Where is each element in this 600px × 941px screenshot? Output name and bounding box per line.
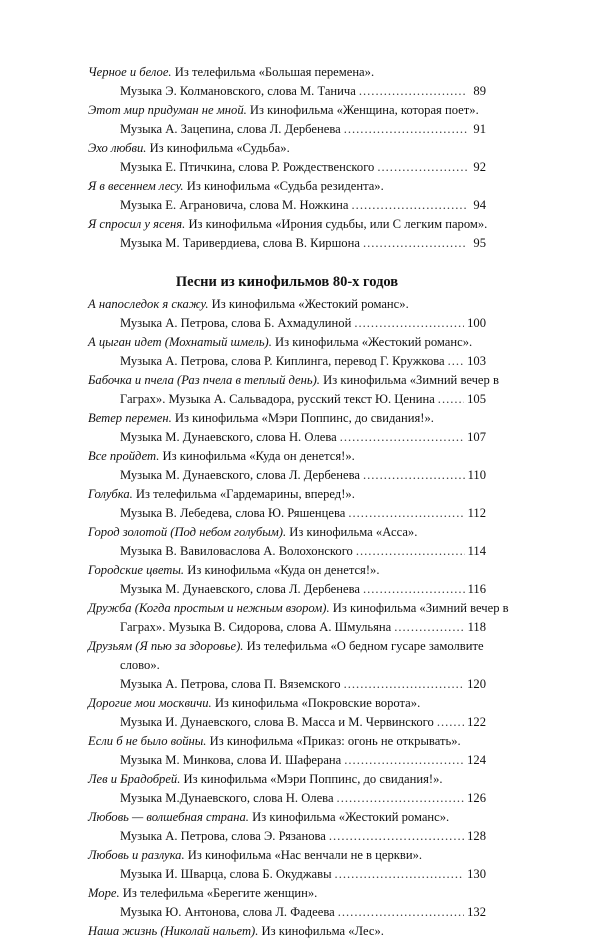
page-number: 92 <box>473 160 486 174</box>
song-title: Я спросил у ясеня. <box>88 217 186 231</box>
toc-entry-title-line <box>88 215 486 234</box>
toc-entry-credit-line <box>88 390 486 409</box>
page-number: 105 <box>467 392 486 406</box>
song-title: Если б не было войны. <box>88 734 207 748</box>
song-title: Бабочка и пчела (Раз пчела в теплый день). <box>88 373 320 387</box>
song-title: Дорогие мои москвичи. <box>88 696 212 710</box>
song-source: Из кинофильма «Лес». <box>258 924 384 938</box>
toc-entry-credit-line <box>88 903 486 922</box>
song-source: Из кинофильма «Асса». <box>286 525 418 539</box>
song-title: Все пройдет. <box>88 449 160 463</box>
toc-entry-title-line <box>88 371 499 390</box>
song-source: Из кинофильма «Ирония судьбы, или С легким паром». <box>185 217 488 231</box>
dot-leader <box>363 466 465 485</box>
song-title: Этот мир придуман не мной. <box>88 103 247 117</box>
dot-leader <box>377 158 467 177</box>
toc-entry-credit-line <box>88 234 486 253</box>
dot-leader <box>344 675 465 694</box>
dot-leader <box>344 751 464 770</box>
toc-entry-title-line <box>88 523 486 542</box>
song-title: Черное и белое. <box>88 65 172 79</box>
toc-entry-credit-line <box>88 314 486 333</box>
song-credits: Музыка М.Дунаевского, слова Н. Олева <box>120 791 334 805</box>
song-source: Из кинофильма «Мэри Поппинс, до свидания!». <box>171 411 434 425</box>
song-source: Из кинофильма «Куда он денется!». <box>159 449 355 463</box>
toc-entry-credit-line <box>88 713 486 732</box>
page-number: 130 <box>467 867 486 881</box>
song-credits: Музыка М. Дунаевского, слова Л. Дербенева <box>120 582 360 596</box>
toc-section-80s <box>88 295 509 941</box>
page-number: 118 <box>467 620 486 634</box>
song-title: Море. <box>88 886 120 900</box>
toc-entry-title-line <box>88 599 509 618</box>
page-number: 114 <box>467 544 486 558</box>
song-credits: Музыка М. Таривердиева, слова В. Киршона <box>120 236 360 250</box>
toc-entry-title-line <box>88 409 486 428</box>
toc-entry-title-line <box>88 447 486 466</box>
toc-entry-title-line <box>88 770 486 789</box>
toc-entry-credit-line <box>88 618 486 637</box>
song-source: Из кинофильма «Зимний вечер в <box>329 601 509 615</box>
song-source: Из кинофильма «Мэри Поппинс, до свидания!». <box>180 772 443 786</box>
page-number: 110 <box>467 468 486 482</box>
toc-entry-title-line <box>88 485 486 504</box>
song-title: Город золотой (Под небом голубым). <box>88 525 287 539</box>
page-number: 95 <box>473 236 486 250</box>
song-title: Ветер перемен. <box>88 411 172 425</box>
dot-leader <box>348 504 464 523</box>
song-credits: Музыка В. Вавиловаслова А. Волохонского <box>120 544 353 558</box>
dot-leader <box>437 713 464 732</box>
page-number: 116 <box>467 582 486 596</box>
song-source: Из кинофильма «Женщина, которая поет». <box>246 103 479 117</box>
toc-entry-credit-line <box>88 120 486 139</box>
toc-entry-credit-line <box>88 504 486 523</box>
song-title: А цыган идет (Мохнатый шмель). <box>88 335 272 349</box>
page-number: 100 <box>467 316 486 330</box>
song-source: Из кинофильма «Судьба». <box>146 141 290 155</box>
dot-leader <box>448 352 464 371</box>
page-number: 91 <box>473 122 486 136</box>
song-source: Из кинофильма «Куда он денется!». <box>184 563 380 577</box>
toc-entry-credit-line <box>88 827 486 846</box>
song-credits: Гаграх». Музыка В. Сидорова, слова А. Шмульяна <box>120 620 392 634</box>
toc-entry-title-line <box>88 333 486 352</box>
song-source: Из телефильма «Гардемарины, вперед!». <box>132 487 355 501</box>
song-source: Из кинофильма «Судьба резидента». <box>183 179 384 193</box>
toc-entry-title-line <box>88 922 486 941</box>
song-credits: Музыка А. Петрова, слова Э. Рязанова <box>120 829 326 843</box>
toc-entry-title-line <box>88 63 486 82</box>
toc-section-70s <box>88 63 486 253</box>
dot-leader <box>344 120 467 139</box>
song-source: Из кинофильма «Жестокий романс». <box>271 335 473 349</box>
page-number: 126 <box>467 791 486 805</box>
song-source: Из кинофильма «Зимний вечер в <box>319 373 499 387</box>
page-number: 103 <box>467 354 486 368</box>
toc-entry-credit-line <box>88 196 486 215</box>
dot-leader <box>329 827 464 846</box>
page-number: 128 <box>467 829 486 843</box>
dot-leader <box>352 196 467 215</box>
toc-entry-credit-line <box>88 789 486 808</box>
song-source-continuation: слово». <box>120 658 160 672</box>
song-source: Из телефильма «О бедном гусаре замолвите <box>243 639 484 653</box>
song-credits: Музыка А. Зацепина, слова Л. Дербенева <box>120 122 341 136</box>
song-credits: Музыка Е. Птичкина, слова Р. Рождественского <box>120 160 375 174</box>
table-of-contents <box>88 63 509 941</box>
song-credits: Музыка А. Петрова, слова Б. Ахмадулиной <box>120 316 352 330</box>
dot-leader <box>354 314 464 333</box>
song-source: Из кинофильма «Покровские ворота». <box>211 696 421 710</box>
page-number: 107 <box>467 430 486 444</box>
toc-entry-title-line <box>88 884 486 903</box>
song-credits: Музыка В. Лебедева, слова Ю. Ряшенцева <box>120 506 346 520</box>
song-source: Из кинофильма «Приказ: огонь не открывать». <box>206 734 461 748</box>
song-title: Эхо любви. <box>88 141 147 155</box>
toc-entry-credit-line <box>88 158 486 177</box>
dot-leader <box>394 618 464 637</box>
song-credits: Музыка И. Шварца, слова Б. Окуджавы <box>120 867 332 881</box>
song-title: А напоследок я скажу. <box>88 297 209 311</box>
song-credits: Музыка И. Дунаевского, слова В. Масса и М. Червинского <box>120 715 434 729</box>
song-title: Любовь и разлука. <box>88 848 185 862</box>
song-source: Из кинофильма «Жестокий романс». <box>208 297 409 311</box>
song-title: Городские цветы. <box>88 563 185 577</box>
song-title: Голубка. <box>88 487 133 501</box>
page-number: 112 <box>467 506 486 520</box>
page-number: 132 <box>467 905 486 919</box>
toc-entry-credit-line <box>88 675 486 694</box>
dot-leader <box>438 390 464 409</box>
dot-leader <box>356 542 465 561</box>
toc-entry-title-line <box>88 846 486 865</box>
dot-leader <box>363 580 465 599</box>
toc-entry-title-line <box>88 694 486 713</box>
song-credits: Музыка А. Петрова, слова П. Вяземского <box>120 677 341 691</box>
song-title: Дружба (Когда простым и нежным взором). <box>88 601 330 615</box>
dot-leader <box>340 428 464 447</box>
toc-entry-credit-line <box>88 466 486 485</box>
song-title: Я в весеннем лесу. <box>88 179 184 193</box>
page-number: 124 <box>467 753 486 767</box>
song-title: Лев и Брадобрей. <box>88 772 181 786</box>
dot-leader <box>337 789 465 808</box>
song-title: Наша жизнь (Николай нальет). <box>88 924 259 938</box>
song-credits: Музыка М. Дунаевского, слова Л. Дербенева <box>120 468 360 482</box>
toc-entry-credit-line <box>88 751 486 770</box>
toc-entry-credit-line <box>88 580 486 599</box>
song-title: Любовь — волшебная страна. <box>88 810 249 824</box>
song-source: Из кинофильма «Нас венчали не в церкви». <box>184 848 423 862</box>
toc-entry-title-line <box>88 732 486 751</box>
page-number: 94 <box>473 198 486 212</box>
page-number: 89 <box>473 84 486 98</box>
toc-entry-credit-line <box>88 542 486 561</box>
toc-entry-title-line <box>88 561 486 580</box>
song-source: Из кинофильма «Жестокий романс». <box>248 810 450 824</box>
page-number: 120 <box>467 677 486 691</box>
dot-leader <box>359 82 467 101</box>
dot-leader <box>363 234 467 253</box>
song-credits: Музыка М. Минкова, слова И. Шаферана <box>120 753 342 767</box>
song-source: Из телефильма «Берегите женщин». <box>119 886 318 900</box>
toc-entry-credit-line <box>88 352 486 371</box>
song-title: Друзьям (Я пью за здоровье). <box>88 639 244 653</box>
song-credits: Музыка А. Петрова, слова Р. Киплинга, перевод Г. Кружкова <box>120 354 445 368</box>
toc-entry-title-line <box>88 101 486 120</box>
toc-entry-title-line <box>88 139 486 158</box>
song-credits: Музыка Ю. Антонова, слова Л. Фадеева <box>120 905 335 919</box>
song-credits: Музыка Э. Колмановского, слова М. Танича <box>120 84 356 98</box>
toc-entry-title-line <box>88 808 486 827</box>
dot-leader <box>335 865 465 884</box>
song-credits: Музыка Е. Аграновича, слова М. Ножкина <box>120 198 349 212</box>
song-credits: Гаграх». Музыка А. Сальвадора, русский текст Ю. Ценина <box>120 392 435 406</box>
toc-entry-title-line <box>88 295 486 314</box>
toc-entry-credit-line <box>88 428 486 447</box>
page-number: 122 <box>467 715 486 729</box>
dot-leader <box>338 903 464 922</box>
song-credits: Музыка М. Дунаевского, слова Н. Олева <box>120 430 337 444</box>
toc-entry-credit-line <box>88 82 486 101</box>
toc-entry-credit-line <box>88 865 486 884</box>
toc-entry-title-line <box>88 637 486 656</box>
section-heading: Песни из кинофильмов 80-х годов <box>175 274 399 290</box>
song-source: Из телефильма «Большая перемена». <box>171 65 375 79</box>
section-gap <box>88 253 486 269</box>
toc-entry-title-line <box>88 177 486 196</box>
